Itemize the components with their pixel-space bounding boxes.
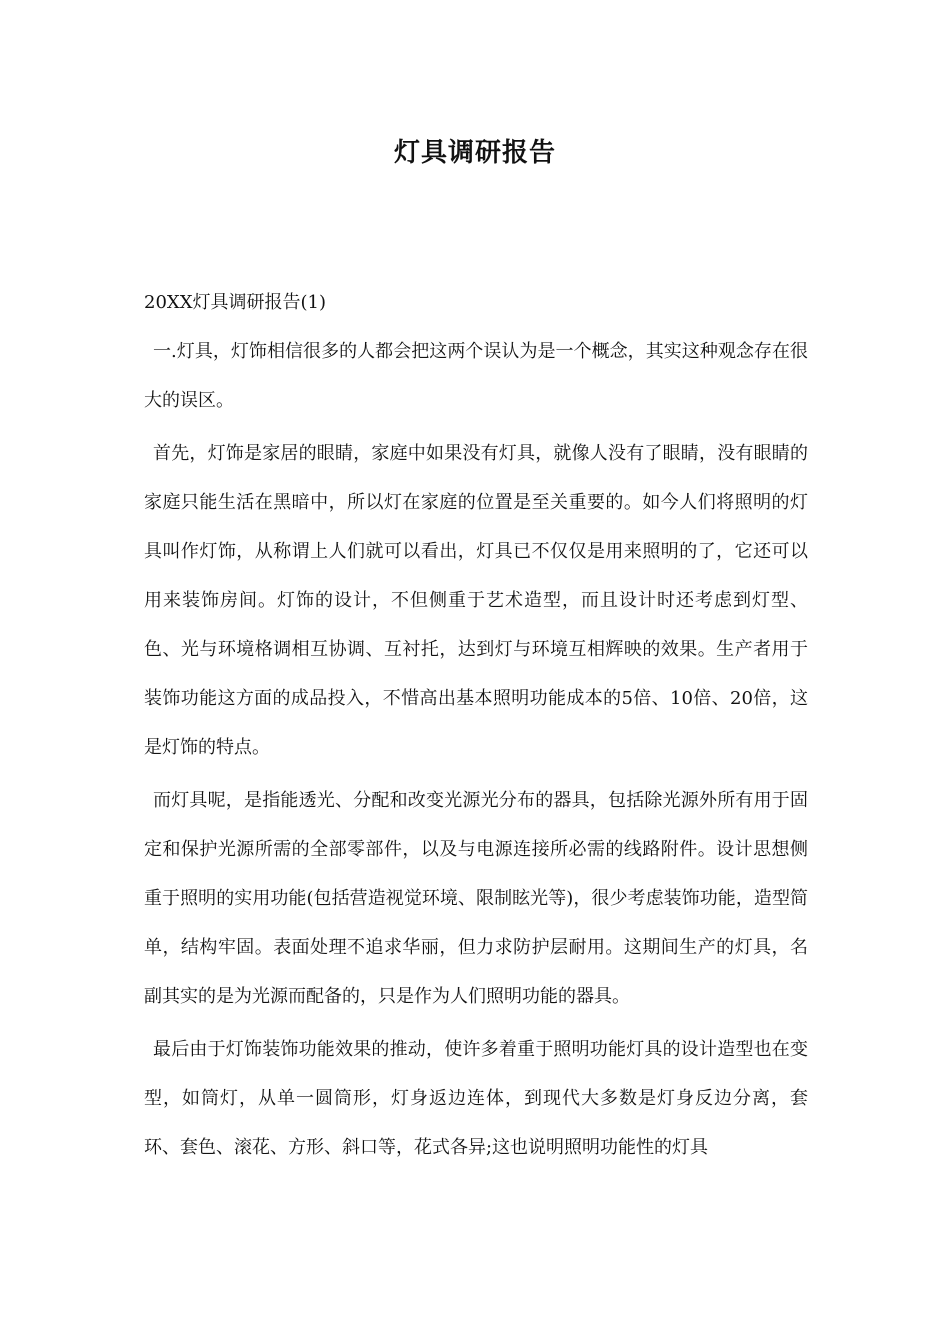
document-title: 灯具调研报告 bbox=[393, 138, 556, 168]
paragraph-2: 首先，灯饰是家居的眼睛，家庭中如果没有灯具，就像人没有了眼睛，没有眼睛的家庭只能生活在黑暗中，所以灯在家庭的位置是至关重要的。如今人们将照明的灯具叫作灯饰，从称谓上人们就可以看出，灯具已不仅仅是用来照明的了，它还可以用来装饰房间。灯饰的设计，不但侧重于艺术造型，而且设计时还考虑到灯型、色、光与环境格调相互协调、互衬托，达到灯与环境互相辉映的效果。生产者用于装饰功能这方面的成品投入，不惜高出基本照明功能成本的5倍、10倍、20倍，这是灯饰的特点。 bbox=[144, 443, 808, 758]
paragraph-3: 而灯具呢，是指能透光、分配和改变光源光分布的器具，包括除光源外所有用于固定和保护光源所需的全部零部件，以及与电源连接所必需的线路附件。设计思想侧重于照明的实用功能(包括营造视觉环境、限制眩光等)，很少考虑装饰功能，造型简单，结构牢固。表面处理不追求华丽，但力求防护层耐用。这期间生产的灯具，名副其实的是为光源而配备的，只是作为人们照明功能的器具。 bbox=[144, 790, 808, 1007]
paragraph-1: 一.灯具，灯饰相信很多的人都会把这两个误认为是一个概念，其实这种观念存在很大的误区。 bbox=[144, 341, 808, 411]
paragraph-4: 最后由于灯饰装饰功能效果的推动，使许多着重于照明功能灯具的设计造型也在变型，如筒灯，从单一圆筒形，灯身返边连体，到现代大多数是灯身反边分离，套环、套色、滚花、方形、斜口等，花式各异;这也说明照明功能性的灯具 bbox=[144, 1039, 808, 1158]
report-subtitle: 20XX灯具调研报告(1) bbox=[144, 292, 327, 313]
document-body bbox=[144, 286, 808, 1176]
